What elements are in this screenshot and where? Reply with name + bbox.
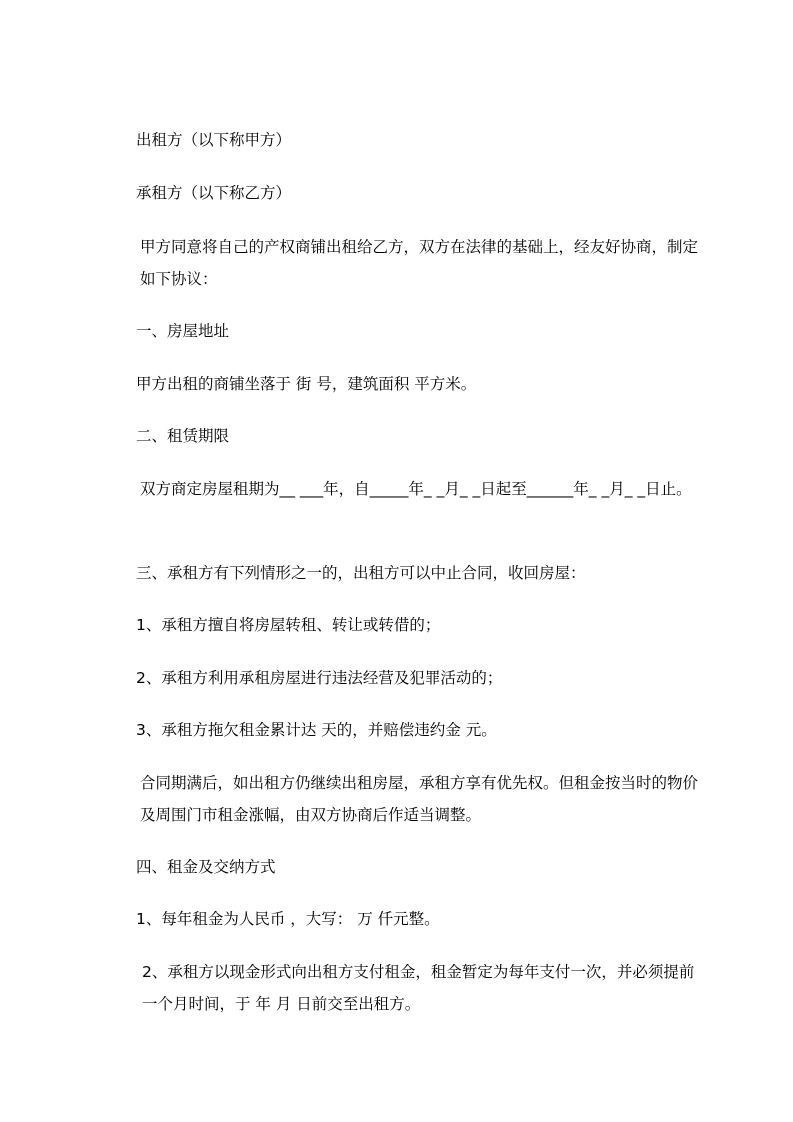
preamble-paragraph: 甲方同意将自己的产权商铺出租给乙方，双方在法律的基础上，经友好协商，制定如下协议： [140,238,699,288]
lessor-line: 出租方（以下称甲方） [136,131,292,149]
section-4-item-1: 1、每年租金为人民币 ，大写： 万 仟元整。 [136,910,440,928]
section-4-heading: 四、租金及交纳方式 [136,858,276,876]
section-3-item-2: 2、承租方利用承租房屋进行违法经营及犯罪活动的； [136,669,503,687]
section-1-body: 甲方出租的商铺坐落于 街 号，建筑面积 平方米。 [136,375,477,393]
section-4-item-2: 2、承租方以现金形式向出租方支付租金，租金暂定为每年支付一次，并必须提前一个月时间，于 年 月 日前交至出租方。 [142,963,695,1013]
section-3-item-1: 1、承租方擅自将房屋转租、转让或转借的； [136,616,441,634]
section-2-body: 双方商定房屋租期为__ ___年，自_____年_ _月_ _日起至______年_ _月_ _日止。 [140,480,692,498]
section-3-item-3: 3、承租方拖欠租金累计达 天的，并赔偿违约金 元。 [136,721,497,739]
section-2-heading: 二、租赁期限 [136,427,230,445]
section-3-heading: 三、承租方有下列情形之一的，出租方可以中止合同，收回房屋： [136,564,586,582]
renewal-paragraph: 合同期满后，如出租方仍继续出租房屋，承租方享有优先权。但租金按当时的物价及周围门市租金涨幅，由双方协商后作适当调整。 [140,774,699,824]
lessee-line: 承租方（以下称乙方） [136,184,292,202]
section-1-heading: 一、房屋地址 [136,322,230,340]
